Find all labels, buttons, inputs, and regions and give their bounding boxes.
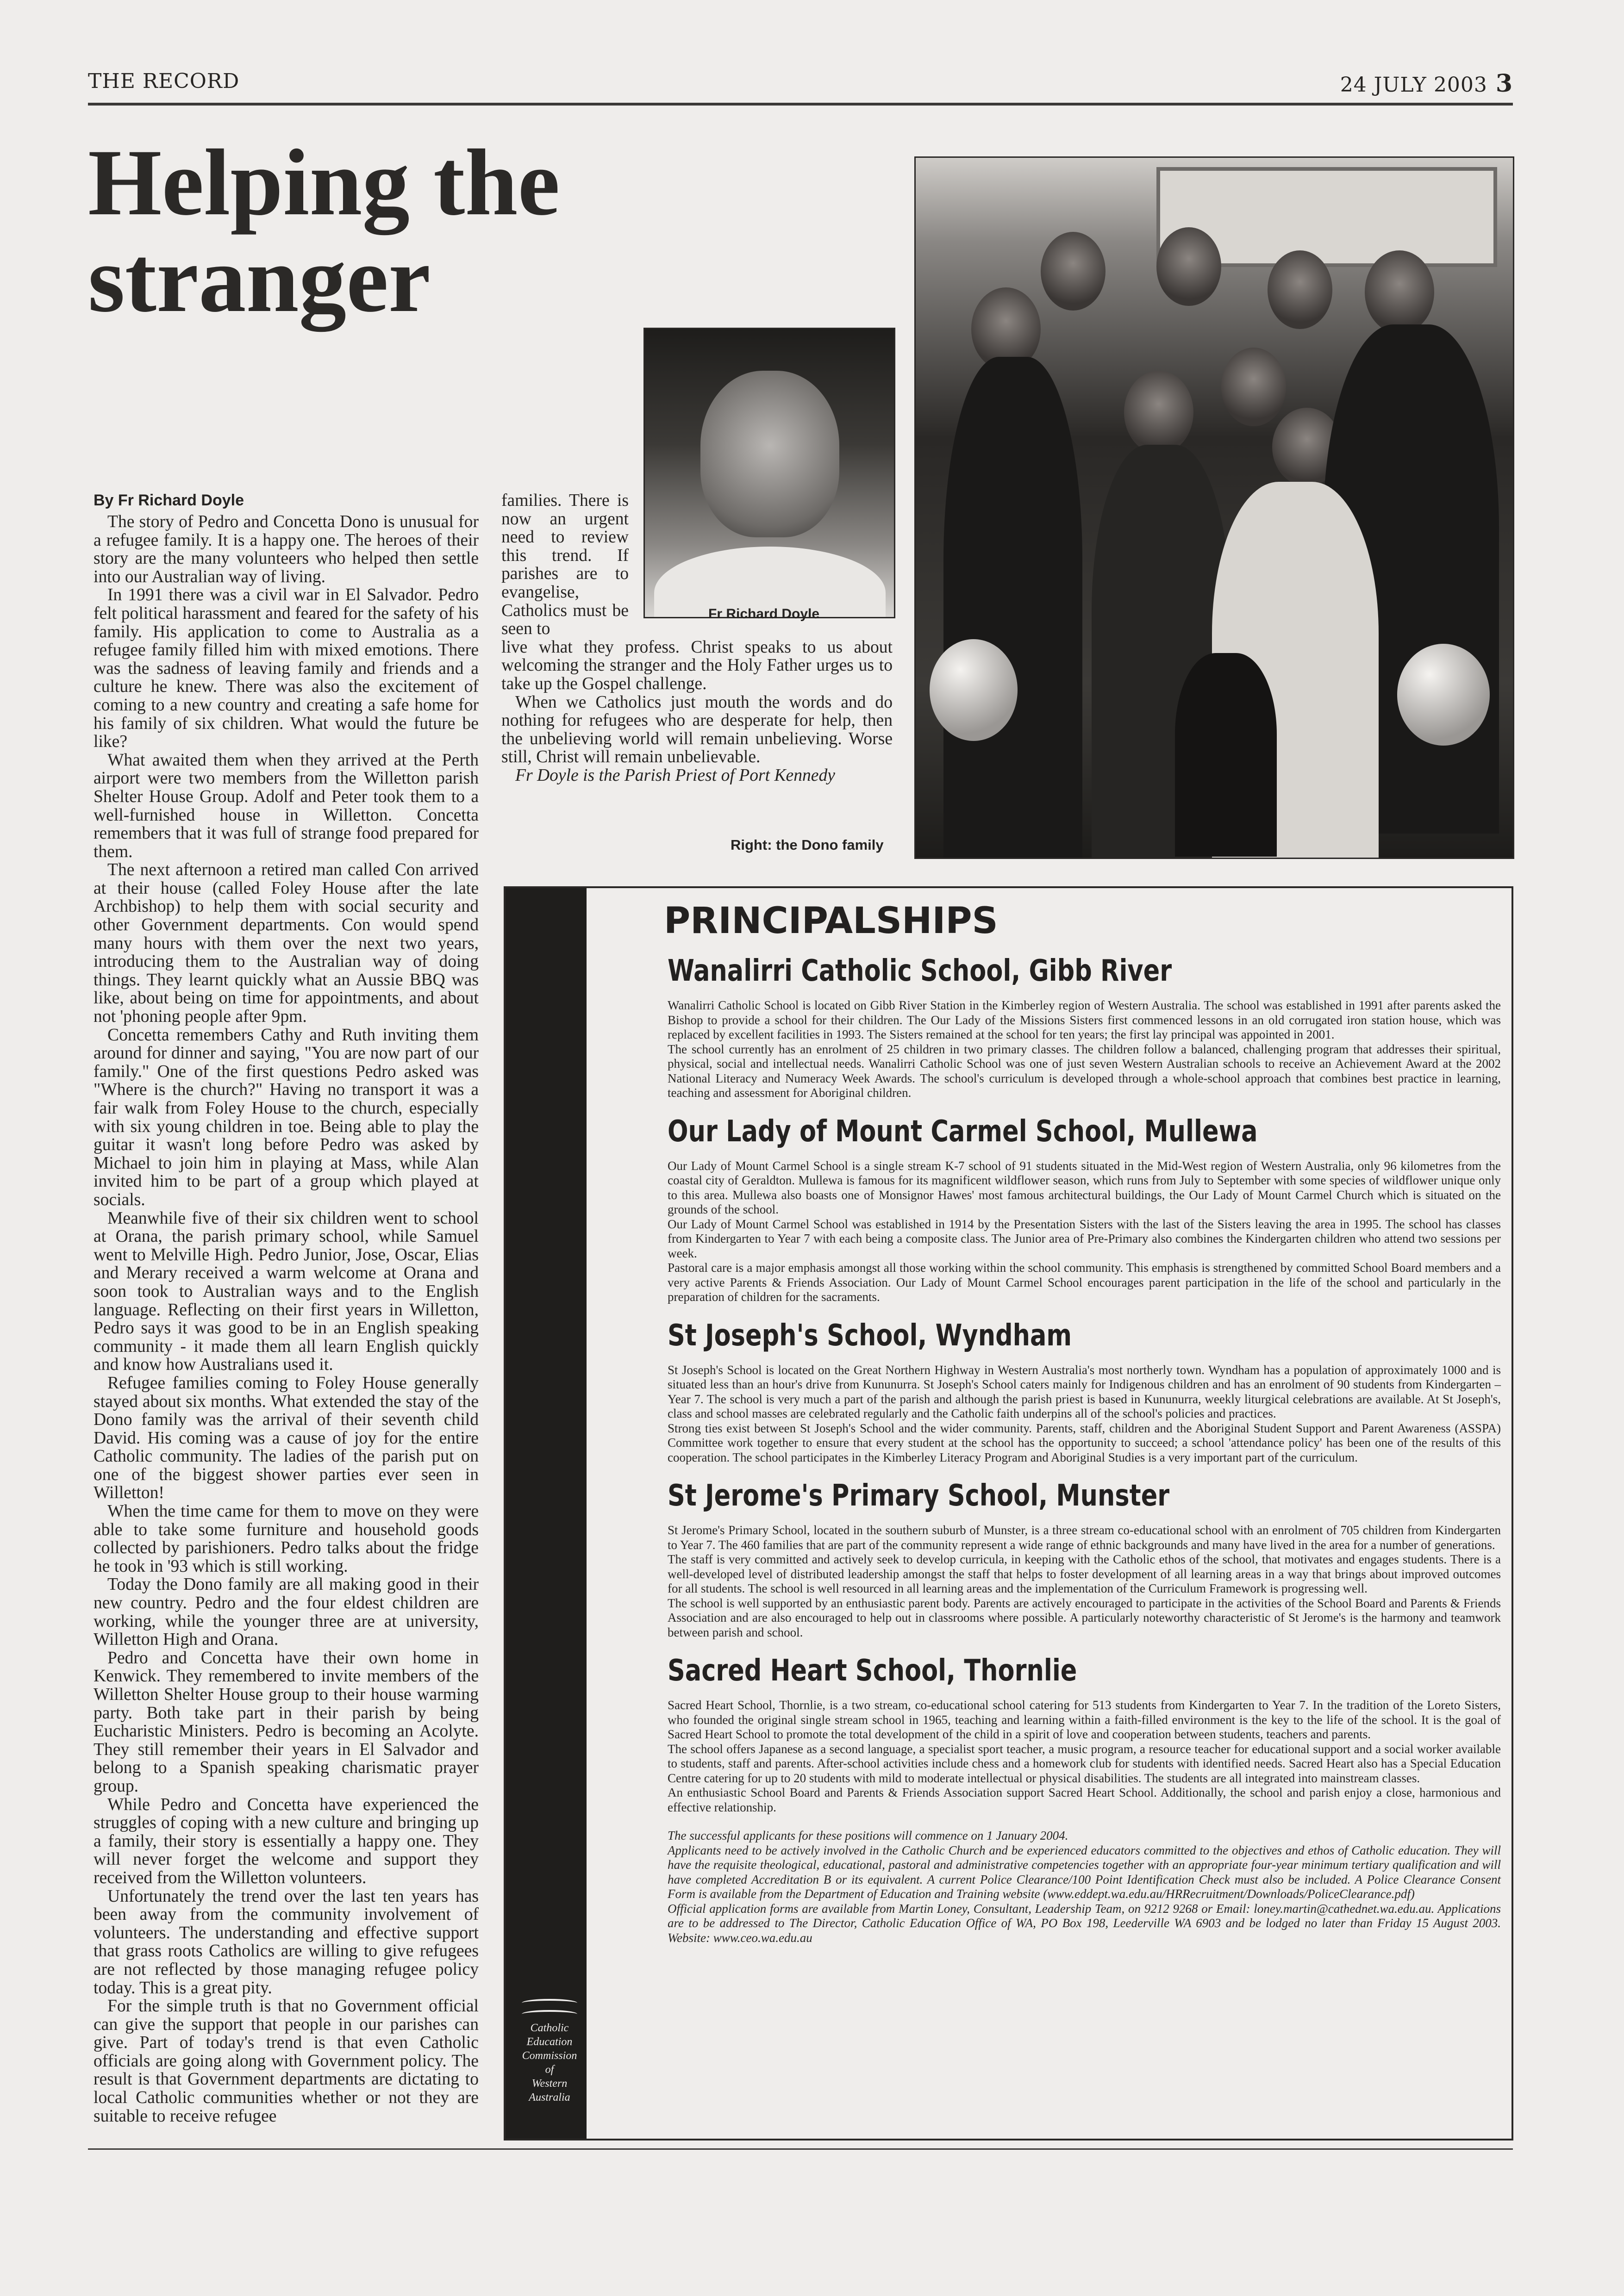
principalships-advert xyxy=(504,886,1513,2140)
school-description: Our Lady of Mount Carmel School was established in 1914 by the Presentation Sisters with the last of the Sisters leaving the area in 1995. The school has classes from Kindergarten to Year 7 with each being a composite class. The Junior area of Pre-Primary also combines the Kindergarten children who attend two sessions per week. xyxy=(668,1217,1501,1260)
school-description: Our Lady of Mount Carmel School is a single stream K-7 school of 91 students situated in the Mid-West region of Western Australia, only 96 kilometres from the coastal city of Geraldton. Mullewa is famous for its magnificent wildflower season, which runs from July to September with some species of wildflower unique only to this area. Mullewa also boasts one of Monsignor Hawes' most famous architectural buildings, the Our Lady of Mount Carmel Church which is situated on the grounds of the school. xyxy=(668,1158,1501,1216)
article-headline: Helping the stranger xyxy=(88,130,560,332)
masthead-publication: THE RECORD xyxy=(88,69,240,93)
article-paragraph: For the simple truth is that no Government official can give the support that people in our parishes can give. Part of today's trend is that even Catholic officials are going along with Government policy. The result is that Government departments are dictating to local Catholic communities whether or not they are suitable to receive refugee xyxy=(94,1997,479,2126)
header-rule xyxy=(88,103,1513,106)
family-photo xyxy=(914,156,1514,859)
photo-person xyxy=(1124,371,1193,454)
article-paragraph: The story of Pedro and Concetta Dono is unusual for a refugee family. It is a happy one. The heroes of their story are the many volunteers who helped then settle into our Australian way of living. xyxy=(94,512,479,586)
school-description: An enthusiastic School Board and Parents & Friends Association support Sacred Heart School. Additionally, the school and parish enjoy a close, harmonious and effective relationship. xyxy=(668,1786,1501,1814)
advert-footer-paragraph: Official application forms are available from Martin Loney, Consultant, Leadership Team, on 9212 9268 or Email: loney.martin@cathednet.wa.edu.au. Applications are to be addressed to The Director, Catholic Education Office of WA, PO Box 198, Leederville WA 6903 and be lodged no later than Friday 15 August 2003. Website: www.ceo.wa.edu.au xyxy=(668,1901,1501,1945)
page-number: 3 xyxy=(1495,69,1513,98)
school-description: Strong ties exist between St Joseph's School and the wider community. Parents, staff, children and the Aboriginal Student Support and Parent Awareness (ASSPA) Committee work together to ensure that every student at the school has the opportunity to succeed; a school 'attendance policy' has been one of the results of this cooperation. The school participates in the Kimberley Literacy Program and Aboriginal Studies is a very important part of the curriculum. xyxy=(668,1421,1501,1464)
school-listing xyxy=(668,1319,1501,1465)
article-paragraph: Unfortunately the trend over the last ten years has been away from the community involvement of volunteers. The understanding and effective support that grass roots Catholics are willing to give refugees are not reflected by those managing refugee policy today. This is a great pity. xyxy=(94,1886,479,1997)
article-paragraph: Refugee families coming to Foley House generally stayed about six months. What extended the stay of the Dono family was the arrival of their seventh child David. His coming was a cause of joy for the entire Catholic community. The ladies of the parish put on one of the biggest shower parties ever seen in Willetton! xyxy=(94,1373,479,1503)
advert-content xyxy=(664,897,1501,1945)
advert-footer xyxy=(668,1829,1501,1945)
portrait-caption: Fr Richard Doyle xyxy=(708,606,820,622)
logo-text: Education xyxy=(526,2036,573,2048)
issue-date: 24 JULY 2003 xyxy=(1340,73,1487,97)
school-name: St Jerome's Primary School, Munster xyxy=(668,1479,1170,1513)
school-description: The school is well supported by an enthusiastic parent body. Parents are actively encouraged to participate in the activities of the School Board and Parents & Friends Association and are also encouraged to help out in classrooms where possible. A particularly noteworthy characteristic of St Jerome's is the harmony and teamwork between parish and school. xyxy=(668,1596,1501,1639)
logo-text: Western xyxy=(531,2078,568,2090)
photo-person xyxy=(1268,250,1332,329)
school-description: The school currently has an enrolment of 25 children in two primary classes. The children follow a balanced, challenging program that addresses their spiritual, physical, social and intellectual needs. Wanalirri Catholic School was one of just seven Western Australian schools to receive an Achievement Award at the 2002 National Literacy and Numeracy Week Awards. The school's curriculum is developed through a whole-school approach that combines best practice in learning, teaching and assessment for Aboriginal children. xyxy=(668,1042,1501,1100)
author-portrait-photo xyxy=(643,328,895,618)
school-description: St Joseph's School is located on the Great Northern Highway in Western Australia's most northerly town. Wyndham has a population of approximately 1000 and is situated less than an hour's drive from Kununurra. St Joseph's School caters mainly for Indigenous children and has an enrolment of 90 students from Kindergarten – Year 7. The school is very much a part of the parish and although the parish priest is based in Kununurra, weekly liturgical celebrations are available. At St Joseph's, class and school masses are celebrated regularly and the Catholic faith underpins all of the school's policies and practices. xyxy=(668,1363,1501,1420)
logo-wave-icon xyxy=(522,1999,577,2007)
photo-person xyxy=(1041,232,1106,311)
masthead-date xyxy=(1340,69,1513,98)
photo-balloon xyxy=(930,639,1018,741)
school-description: St Jerome's Primary School, located in the southern suburb of Munster, is a three stream co-educational school with an enrolment of 705 children from Kindergarten to Year 7. The 460 families that are part of the community represent a wide range of ethnic backgrounds and many have lived in the area for a number of generations. xyxy=(668,1523,1501,1552)
author-note: Fr Doyle is the Parish Priest of Port Kennedy xyxy=(515,765,835,785)
ceo-wa-logo xyxy=(517,1999,582,2104)
article-paragraph: What awaited them when they arrived at the Perth airport were two members from the Willetton parish Shelter House Group. Adolf and Peter took them to a well-furnished house in Willetton. Concetta remembers that it was full of strange food prepared for them. xyxy=(94,750,479,861)
photo-balloon xyxy=(1397,644,1490,746)
school-description: Pastoral care is a major emphasis amongst all those working within the school community. This emphasis is strengthened by committed School Board members and a very active Parents & Friends Association. Our Lady of Mount Carmel School encourages parent participation in the life of the school and particularly in the preparation of children for the sacraments. xyxy=(668,1261,1501,1304)
school-name: Sacred Heart School, Thornlie xyxy=(668,1654,1077,1688)
col2-continued-text: live what they profess. Christ speaks to us about welcoming the stranger and the Holy Father urges us to take up the Gospel challenge. xyxy=(501,637,893,693)
advert-footer-paragraph: The successful applicants for these positions will commence on 1 January 2004. xyxy=(668,1829,1068,1842)
article-paragraph: When the time came for them to move on they were able to take some furniture and household goods collected by parishioners. Pedro talks about the fridge he took in '93 which is still working. xyxy=(94,1502,479,1576)
school-name: St Joseph's School, Wyndham xyxy=(668,1318,1072,1353)
advert-title: PRINCIPALSHIPS xyxy=(664,900,998,942)
page-bottom-rule xyxy=(88,2148,1513,2150)
advert-footer-paragraph: Applicants need to be actively involved in the Catholic Church and be experienced educators committed to the objectives and ethos of Catholic education. They will have the requisite theological, educational, pastoral and administrative competencies together with an appropriate four-year minimum tertiary qualification and will have completed Accreditation B or its equivalent. A current Police Clearance/100 Point Identification Check must also be included. A Police Clearance Consent Form is available from the Department of Education and Training website (www.eddept.wa.edu.au/HRRecruitment/Downloads/PoliceClearance.pdf) xyxy=(668,1843,1501,1901)
school-name: Our Lady of Mount Carmel School, Mullewa xyxy=(668,1114,1258,1149)
family-photo-caption: Right: the Dono family xyxy=(731,837,884,853)
logo-text: of xyxy=(545,2064,554,2076)
school-listing xyxy=(668,1114,1501,1305)
col2-wrap-text: families. There is now an urgent need to review this trend. If parishes are to evangelise, Catholics must be seen to xyxy=(501,491,629,639)
logo-text: Commission xyxy=(522,2050,577,2062)
col2-paragraph: When we Catholics just mouth the words and do nothing for refugees who are desperate for help, then the unbelieving world will remain unbelieving. Worse still, Christ will remain unbelievable. xyxy=(501,692,893,767)
school-description: The school offers Japanese as a second language, a specialist sport teacher, a music program, a resource teacher for educational support and a social worker available to students, staff and parents. After-school activities include chess and a homework club for students with identified needs. Sacred Heart also has a Special Education Centre catering for up to 20 students with mild to moderate intellectual or physical disabilities. The students are all integrated into mainstream classes. xyxy=(668,1742,1501,1785)
article-paragraph: The next afternoon a retired man called Con arrived at their house (called Foley House after the late Archbishop) to help them with social security and other Government departments. Con would spend many hours with them over the next two years, introducing them to the Australian way of doing things. They learnt quickly what an Aussie BBQ was like, about being on time for appointments, and about not 'phoning people after 9pm. xyxy=(94,860,479,1027)
logo-wave-icon xyxy=(522,2010,577,2018)
school-list xyxy=(668,954,1501,1815)
article-paragraph: Pedro and Concetta have their own home in Kenwick. They remembered to invite members of the Willetton Shelter House group to their house warming party. Both take part in their parish by being Eucharistic Ministers. Pedro is becoming an Acolyte. They still remember their years in El Salvador and belong to a Spanish speaking charismatic prayer group. xyxy=(94,1648,479,1796)
article-paragraph: Meanwhile five of their six children went to school at Orana, the parish primary school, while Samuel went to Melville High. Pedro Junior, Jose, Oscar, Elias and Merary received a warm welcome at Orana and soon took to Australian ways and to the English language. Reflecting on their first years in Willetton, Pedro says it was good to be in an English speaking community - it made them all learn English quickly and know how Australians used it. xyxy=(94,1208,479,1375)
article-paragraph: In 1991 there was a civil war in El Salvador. Pedro felt political harassment and feared for the safety of his family. His application to come to Australia as a refugee family filled him with mixed emotions. There was the sadness of leaving family and friends and a culture he knew. There was also the excitement of coming to a new country and creating a safe home for his family of six children. What would the future be like? xyxy=(94,585,479,752)
school-listing xyxy=(668,954,1501,1101)
article-byline: By Fr Richard Doyle xyxy=(94,492,244,509)
advert-sidebar xyxy=(506,888,587,2139)
school-description: Wanalirri Catholic School is located on Gibb River Station in the Kimberley region of Western Australia. The school was established in 1991 after parents asked the Bishop to provide a school for their children. The Our Lady of the Missions Sisters first commenced lessons in an old corrugated iron station house, which was replaced by excellent facilities in 1993. The Sisters remained at the school for ten years; the first lay principal was appointed in 2001. xyxy=(668,998,1501,1041)
school-description: Sacred Heart School, Thornlie, is a two stream, co-educational school catering for 513 students from Kindergarten to Year 7. In the tradition of the Loreto Sisters, who founded the original single stream school in 1965, teaching and learning within a faith-filled environment is the key to the life of the school. It is the goal of Sacred Heart School to promote the total development of the child in a spirit of love and cooperation between students, teachers and parents. xyxy=(668,1698,1501,1741)
article-paragraph: While Pedro and Concetta have experienced the struggles of coping with a new culture and bringing up a family, their story is essentially a happy one. They will never forget the welcome and support they received from the Willetton volunteers. xyxy=(94,1795,479,1887)
photo-figure xyxy=(943,357,1082,859)
school-description: The staff is very committed and actively seek to develop curricula, in keeping with the Catholic ethos of the school, that motivates and engages students. There is a well-developed level of distributed leadership amongst the staff that helps to foster development of all learning areas in a way that brings about improved outcomes for all students. The school is well resourced in all learning areas and the implementation of the Curriculum Framework is progressing well. xyxy=(668,1552,1501,1595)
logo-text: Australia xyxy=(529,2091,570,2103)
portrait-face xyxy=(700,371,839,537)
article-paragraph: Today the Dono family are all making good in their new country. Pedro and the four eldest children are working, while the younger three are at university, Willetton High and Orana. xyxy=(94,1575,479,1649)
photo-figure xyxy=(1175,653,1277,857)
school-listing xyxy=(668,1479,1501,1640)
photo-person xyxy=(1365,250,1434,334)
logo-text: Catholic xyxy=(530,2022,569,2034)
school-listing xyxy=(668,1654,1501,1815)
article-column-1 xyxy=(94,513,479,2125)
photo-person xyxy=(1221,348,1286,426)
photo-person xyxy=(1156,227,1221,306)
article-paragraph: Concetta remembers Cathy and Ruth inviting them around for dinner and saying, "You are now part of our family." One of the first questions Pedro asked was "Where is the church?" Having no transport it was a fair walk from Foley House to the church, especially with six young children in toe. Being able to play the guitar it wasn't long before Pedro was asked by Michael to join him in playing at Mass, while Alan invited him to be part of a group which played at socials. xyxy=(94,1025,479,1209)
school-name: Wanalirri Catholic School, Gibb River xyxy=(668,954,1172,988)
